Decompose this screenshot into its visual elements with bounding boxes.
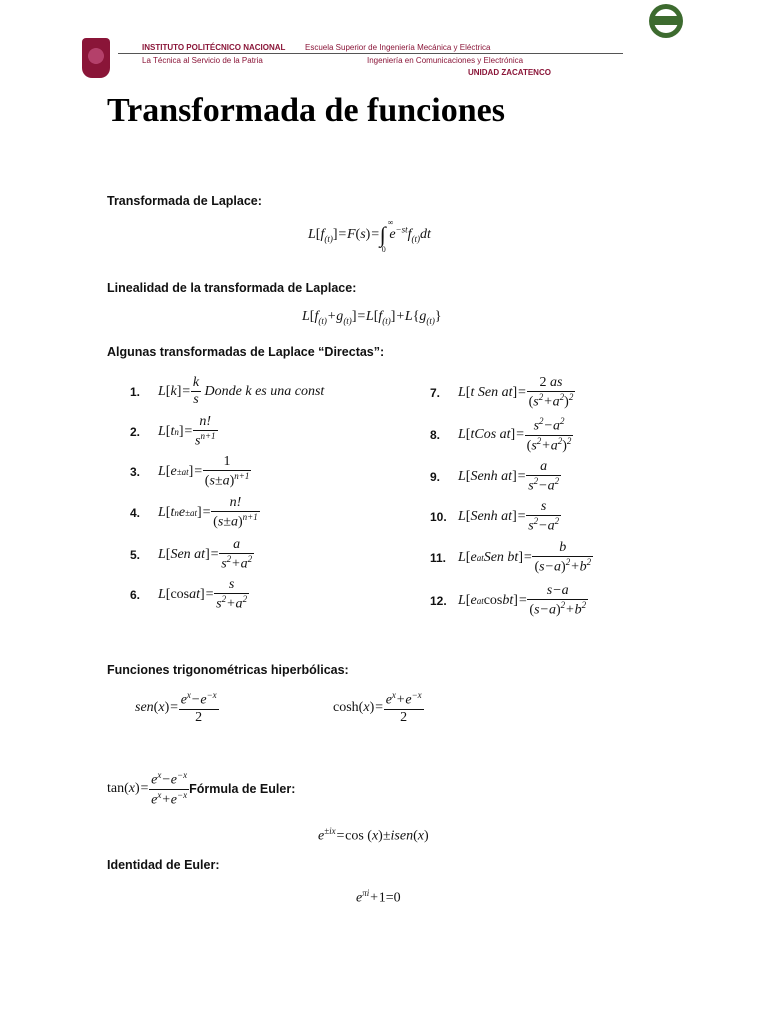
header-program: Ingeniería en Comunicaciones y Electrónica	[367, 56, 524, 65]
header-unit: UNIDAD ZACATENCO	[468, 68, 551, 77]
item-number: 5.	[130, 547, 141, 562]
transform-item: 12. L [ e at cos bt ] = $\frac{s-a}{(s-a)^2+b^2}$	[430, 583, 587, 618]
transform-item: 3. L [ e ±at ] = $\frac{1}{(s\pm a)^{n+1}}$	[130, 454, 250, 489]
item-number: 11.	[430, 550, 447, 565]
euler-formula: $e^{\pm ix}=\cos$ (x)±isen(x)	[318, 826, 429, 844]
transform-item: 1. L [ k ] = $\frac{k}{s}$ Donde k es una const	[130, 375, 325, 408]
linearity-formula: $L[f_{(t)}+g_{(t)}]=L[f_{(t)}]+L\{g_{(t)}\}$	[302, 309, 442, 326]
item-number: 1.	[130, 384, 141, 399]
section-euler-identity: Identidad de Euler:	[107, 858, 220, 872]
section-euler-formula: Fórmula de Euler:	[189, 782, 296, 797]
transform-item: 7. L [ t Sen at ] = $\frac{2 as}{(s^2+a^2)^2}$	[430, 375, 574, 410]
section-direct-transforms: Algunas transformadas de Laplace “Directas”:	[107, 345, 385, 359]
transform-item: 2. L [ t n ] = $\frac{n!}{s^{n+1}}$	[130, 414, 216, 449]
laplace-definition-formula: $L[f_{(t)}]=F(s)=\int$ ∞ 0 $e^{-st}f_{(t)}dt$	[308, 218, 431, 254]
item-number: 4.	[130, 505, 141, 520]
header-divider	[118, 53, 623, 54]
page-title: Transformada de funciones	[107, 92, 505, 129]
sinh-formula: sen(x)= $\frac{e^x-e^{-x}}{2}$	[135, 690, 217, 725]
item-number: 7.	[430, 385, 441, 400]
transform-item: 4. L [ t n e ±at ] = $\frac{n!}{(s\pm a)^{n+1}}$	[130, 495, 258, 530]
item-number: 3.	[130, 464, 141, 479]
esime-logo	[643, 1, 689, 41]
section-laplace: Transformada de Laplace:	[107, 194, 262, 208]
header-school: Escuela Superior de Ingeniería Mecánica y Eléctrica	[305, 43, 491, 52]
transform-item: 10. L [ Senh at ] = $\frac{s}{s^2-a^2}$	[430, 499, 560, 534]
section-hyperbolic: Funciones trigonométricas hiperbólicas:	[107, 663, 349, 677]
item-number: 6.	[130, 587, 141, 602]
ipn-logo	[82, 38, 110, 78]
euler-identity-formula: $e^{\pi i}+1=0$	[356, 888, 401, 906]
header-motto: La Técnica al Servicio de la Patria	[142, 56, 263, 65]
item-number: 10.	[430, 509, 447, 524]
transform-item: 8. L [ tCos at ] = $\frac{s^2-a^2}{(s^2+a^2)^2}$	[430, 416, 572, 454]
section-linearity: Linealidad de la transformada de Laplace:	[107, 281, 357, 295]
item-number: 9.	[430, 469, 441, 484]
transform-item: 11. L [ e at Sen bt ] = $\frac{b}{(s-a)^2+b^2}$	[430, 540, 592, 575]
header-institute: INSTITUTO POLITÉCNICO NACIONAL	[142, 43, 286, 52]
item-number: 2.	[130, 424, 141, 439]
cosh-formula: cosh(x)= $\frac{e^x+e^{-x}}{2}$	[333, 690, 422, 725]
transform-item: 5. L [ Sen at ] = $\frac{a}{s^2+a^2}$	[130, 537, 253, 572]
item-number: 8.	[430, 428, 441, 443]
transform-item: 6. L [ cos at ] = $\frac{s}{s^2+a^2}$	[130, 577, 248, 612]
transform-item: 9. L [ Senh at ] = $\frac{a}{s^2-a^2}$	[430, 459, 560, 494]
tanh-formula: tan ( x ) = $\frac{e^x-e^{-x}}{e^x+e^{-x}}$ Fórmula de Euler:	[107, 770, 296, 808]
item-number: 12.	[430, 593, 447, 608]
